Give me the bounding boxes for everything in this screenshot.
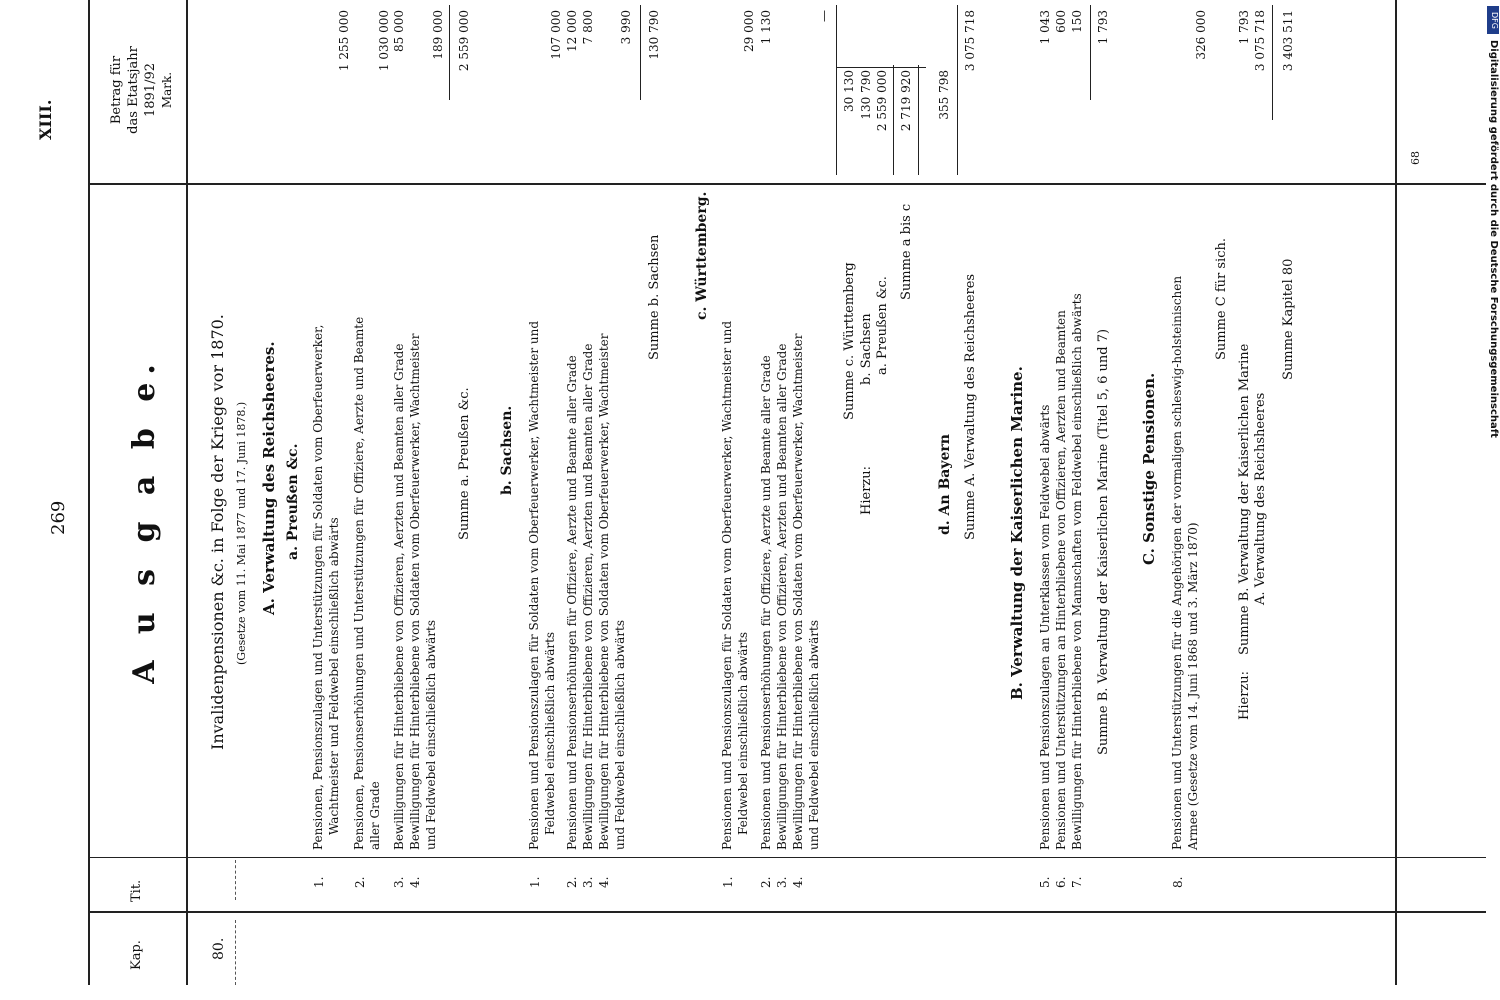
section-a-heading: A. Verwaltung des Reichsheeres. [260, 341, 278, 615]
row-text: und Feldwebel einschließlich abwärts [613, 619, 627, 850]
subtotal-col-rule [836, 67, 926, 68]
amount: 7 800 [581, 10, 595, 45]
subtotal-rule [1272, 5, 1273, 120]
summe-a-amount: 2 559 000 [457, 10, 471, 72]
main-subheading: (Gesetze vom 11. Mai 1877 und 17. Juni 1878.) [235, 401, 248, 665]
tit-number: 7. [1070, 876, 1084, 888]
amount: 29 000 [742, 10, 756, 52]
col-header-betrag-3: 1891/92 [143, 63, 158, 118]
row-text: und Feldwebel einschließlich abwärts [807, 619, 821, 850]
row-text: Feldwebel einschließlich abwärts [543, 631, 557, 835]
tit-number: 6. [1054, 876, 1068, 888]
hierzu-label: Hierzu: [859, 465, 874, 515]
column-separator [235, 920, 236, 985]
subtotal-rule [957, 5, 958, 175]
summe-kapitel-label: Summe Kapitel 80 [1281, 258, 1296, 380]
amount: 12 000 [565, 10, 579, 52]
amount: 85 000 [392, 10, 406, 52]
tit-number: 4. [408, 876, 422, 888]
col-header-betrag-1: Betrag für [109, 55, 124, 125]
tit-number: 1. [721, 876, 735, 888]
hierzu-A-label: A. Verwaltung des Reichsheeres [1253, 392, 1268, 605]
hierzu-b-amount: 130 790 [859, 70, 873, 120]
summe-b-amount: 130 790 [647, 10, 661, 60]
tit-number: 2. [759, 876, 773, 888]
main-heading: Invalidenpensionen &c. in Folge der Kriege vor 1870. [208, 314, 227, 750]
amount: 107 000 [549, 10, 563, 60]
amount: 1 030 000 [377, 10, 391, 72]
row-text: Bewilligungen für Hinterbliebene von Offizieren, Aerzten und Beamten aller Grade [775, 343, 789, 850]
section-a-sub: a. Preußen &c. [285, 443, 301, 560]
row-text: Pensionen und Unterstützungen an Hinterbliebene von Offizieren, Aerzten und Beamten [1054, 310, 1068, 850]
row-text: Bewilligungen für Hinterbliebene von Mannschaften vom Feldwebel einschließlich abwärts [1070, 293, 1084, 850]
tit-number: 3. [581, 876, 595, 888]
digitization-note: Digitalisierung gefördert durch die Deutsche Forschungsgemeinschaft [1488, 40, 1499, 438]
kapitel-number: 80. [211, 937, 227, 960]
subtotal-rule [836, 5, 837, 175]
section-C-heading: C. Sonstige Pensionen. [1140, 372, 1158, 565]
col-rule-tit [88, 857, 1490, 858]
summe-c-label: Summe c. Württemberg [842, 262, 857, 420]
tit-number: 3. [775, 876, 789, 888]
summe-A-amount: 3 075 718 [963, 10, 977, 72]
tit-number: 4. [597, 876, 611, 888]
summe-A-label: Summe A. Verwaltung des Reichsheeres [963, 273, 978, 540]
summe-b-label: Summe b. Sachsen [647, 234, 662, 360]
hierzu-a-label: a. Preußen &c. [875, 276, 890, 375]
tit-number: 8. [1171, 876, 1185, 888]
amount: — [817, 10, 831, 22]
summe-ac-label: Summe a bis c [899, 203, 914, 300]
hierzu-a-amount: 2 559 000 [875, 70, 889, 132]
col-header-tit: Tit. [129, 879, 144, 902]
row-text: Pensionen, Pensionszulagen und Unterstützungen für Soldaten vom Oberfeuerwerker, [311, 324, 325, 850]
row-text: Bewilligungen für Hinterbliebene von Offizieren, Aerzten und Beamten aller Grade [581, 343, 595, 850]
subtotal-rule [918, 65, 919, 175]
row-text: Pensionen und Pensionszulagen an Unterklassen vom Feldwebel abwärts [1038, 404, 1052, 850]
tit-number: 4. [791, 876, 805, 888]
summe-kapitel-amount: 3 403 511 [1281, 10, 1295, 72]
row-text: Pensionen und Pensionserhöhungen für Offiziere, Aerzte und Beamte aller Grade [565, 355, 579, 850]
hierzu-label: Hierzu: [1237, 670, 1252, 720]
roman-section-number: XIII. [36, 99, 55, 140]
row-text: Armee (Gesetze vom 14. Juni 1868 und 3. März 1870) [1186, 522, 1200, 850]
subtotal-rule [449, 5, 450, 100]
summe-a-label: Summe a. Preußen &c. [457, 387, 472, 540]
tit-number: 1. [312, 876, 326, 888]
section-B-heading: B. Verwaltung der Kaiserlichen Marine. [1008, 366, 1026, 700]
summe-c-amount: 30 130 [842, 70, 856, 112]
tit-number: 5. [1038, 876, 1052, 888]
tit-number: 3. [392, 876, 406, 888]
row-text: und Feldwebel einschließlich abwärts [424, 619, 438, 850]
dfg-logo: DFG [1487, 6, 1499, 34]
hierzu-b-label: b. Sachsen [859, 313, 874, 385]
tit-number: 2. [565, 876, 579, 888]
amount: 150 [1070, 10, 1084, 33]
section-d-label: d. An Bayern [937, 434, 953, 535]
summe-ac-amount: 2 719 920 [899, 70, 913, 132]
amount: 189 000 [431, 10, 445, 60]
amount: 3 990 [619, 10, 633, 45]
page-reference: 68 [1409, 151, 1422, 165]
hierzu-A-amount: 3 075 718 [1253, 10, 1267, 72]
row-text: Bewilligungen für Hinterbliebene von Soldaten vom Oberfeuerwerker, Wachtmeister [597, 333, 611, 850]
row-text: Pensionen und Unterstützungen für die Angehörigen der vormaligen schleswig-holsteinischen [1170, 275, 1184, 850]
amount: 1 043 [1038, 10, 1052, 45]
row-text: Pensionen, Pensionserhöhungen und Unterstützungen für Offiziere, Aerzte und Beamte [352, 316, 366, 850]
summe-C-label: Summe C für sich. [1214, 238, 1229, 360]
hierzu-B-amount: 1 793 [1237, 10, 1251, 45]
top-rule [88, 0, 90, 985]
amount: 1 130 [759, 10, 773, 45]
row-text: Bewilligungen für Hinterbliebene von Soldaten vom Oberfeuerwerker, Wachtmeister [791, 333, 805, 850]
header-rule [186, 0, 188, 985]
section-c-sub: c. Württemberg. [694, 191, 710, 320]
amount: 1 255 000 [337, 10, 351, 72]
summe-B-label: Summe B. Verwaltung der Kaiserlichen Marine (Titel 5, 6 und 7) [1096, 328, 1111, 755]
subtotal-rule [893, 65, 894, 175]
column-separator [235, 860, 236, 900]
row-text: Feldwebel einschließlich abwärts [736, 631, 750, 835]
row-text: Wachtmeister und Feldwebel einschließlich abwärts [327, 517, 341, 835]
tit-number: 2. [353, 876, 367, 888]
col-rule-amount [88, 183, 1490, 185]
col-header-betrag-4: Mark. [160, 71, 174, 109]
col-header-betrag-2: das Etatsjahr [126, 46, 141, 134]
row-text: Pensionen und Pensionszulagen für Soldaten vom Oberfeuerwerker, Wachtmeister und [527, 320, 541, 850]
row-text: aller Grade [368, 781, 382, 850]
amount: 600 [1054, 10, 1068, 33]
row-text: Pensionen und Pensionserhöhungen für Offiziere, Aerzte und Beamte aller Grade [759, 355, 773, 850]
hierzu-B-label: Summe B. Verwaltung der Kaiserlichen Marine [1237, 343, 1252, 655]
section-b-sub: b. Sachsen. [499, 405, 515, 495]
bottom-rule [1395, 0, 1397, 985]
page-number: 269 [48, 500, 69, 535]
subtotal-rule [1090, 5, 1091, 100]
bayern-amount: 355 798 [937, 70, 951, 120]
col-header-kap: Kap. [129, 940, 144, 970]
col-rule-kap [88, 911, 1490, 913]
row-text: Pensionen und Pensionszulagen für Soldaten vom Oberfeuerwerker, Wachtmeister und [720, 320, 734, 850]
subtotal-rule [640, 5, 641, 100]
tit-number: 1. [528, 876, 542, 888]
amount: 326 000 [1194, 10, 1208, 60]
page-title: A u s g a b e. [127, 356, 162, 684]
summe-B-amount: 1 793 [1096, 10, 1110, 45]
row-text: Bewilligungen für Hinterbliebene von Soldaten vom Oberfeuerwerker, Wachtmeister [408, 333, 422, 850]
row-text: Bewilligungen für Hinterbliebene von Offizieren, Aerzten und Beamten aller Grade [392, 343, 406, 850]
